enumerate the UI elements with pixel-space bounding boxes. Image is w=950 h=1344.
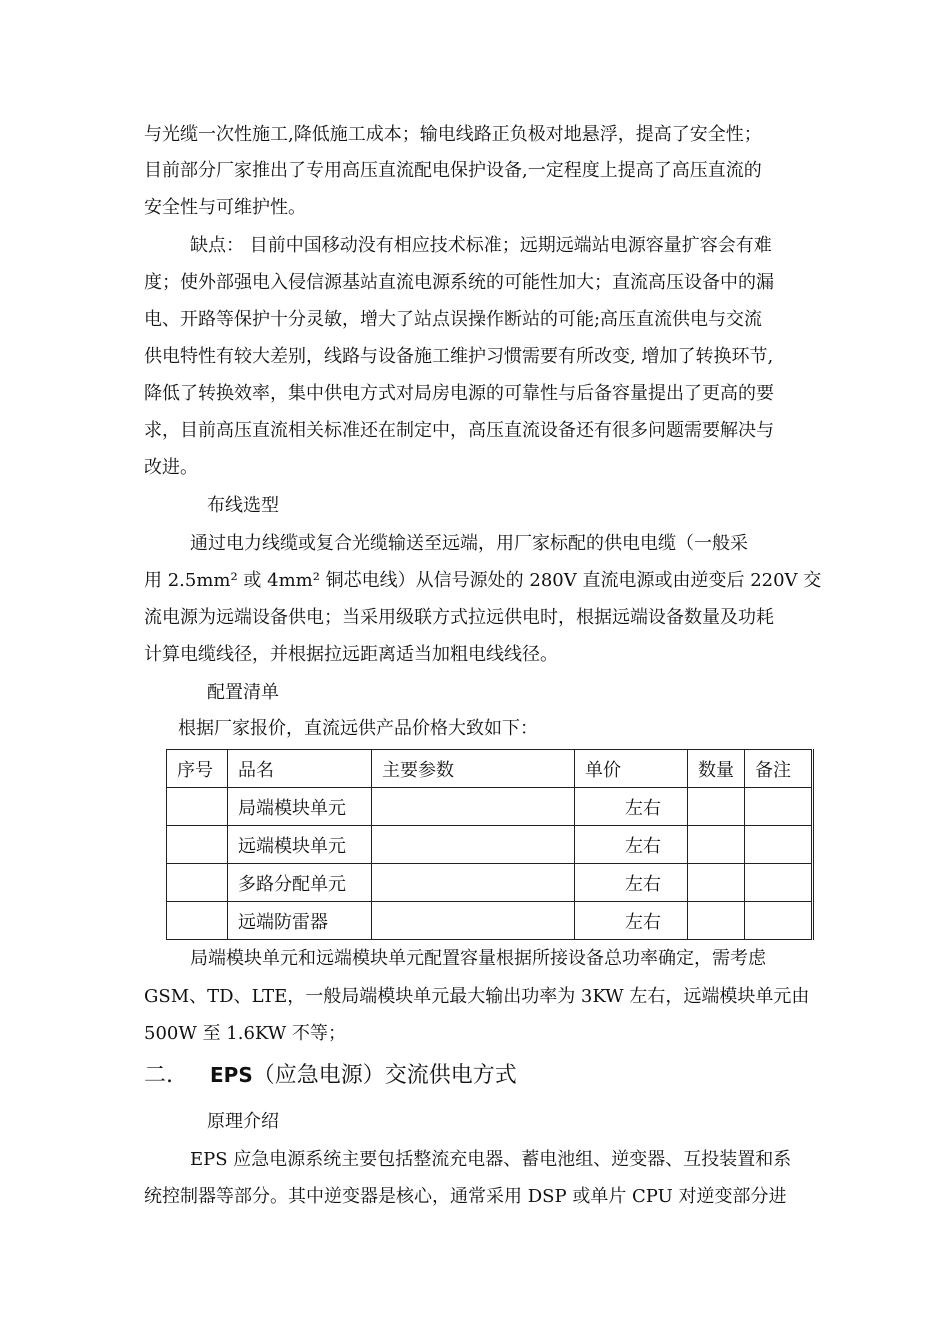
table-cell <box>167 864 228 902</box>
eps-line: EPS 应急电源系统主要包括整流充电器、蓄电池组、逆变器、互投装置和系 <box>190 1149 792 1170</box>
section-heading <box>144 1061 517 1090</box>
price-intro: 根据厂家报价，直流远供产品价格大致如下： <box>178 718 538 739</box>
cons-line: 求，目前高压直流相关标准还在制定中，高压直流设备还有很多问题需要解决与 <box>144 420 774 441</box>
table-cell <box>688 788 745 826</box>
paragraph-line: 安全性与可维护性。 <box>144 197 306 218</box>
table-cell <box>372 864 575 902</box>
cons-line: 改进。 <box>144 457 198 478</box>
wiring-line: 计算电缆线径，并根据拉远距离适当加粗电线线径。 <box>144 644 558 665</box>
table-cell <box>372 826 575 864</box>
table-cell: 多路分配单元 <box>228 864 372 902</box>
table-header-row <box>167 750 813 788</box>
table-cell <box>372 902 575 940</box>
table-cell: 左右 <box>575 864 688 902</box>
table-header-cell: 序号 <box>167 750 228 788</box>
table-cell <box>688 864 745 902</box>
wiring-line: 通过电力线缆或复合光缆输送至远端，用厂家标配的供电电缆（一般采 <box>190 533 748 554</box>
table-header-cell: 主要参数 <box>372 750 575 788</box>
capacity-line: GSM、TD、LTE，一般局端模块单元最大输出功率为 3KW 左右，远端模块单元由 <box>144 986 810 1007</box>
paragraph-line: 与光缆一次性施工,降低施工成本；输电线路正负极对地悬浮，提高了安全性； <box>144 124 762 145</box>
table-cell <box>167 788 228 826</box>
capacity-line: 局端模块单元和远端模块单元配置容量根据所接设备总功率确定，需考虑 <box>190 948 766 969</box>
table-cell: 远端模块单元 <box>228 826 372 864</box>
table-cell: 左右 <box>575 902 688 940</box>
subheading-principle: 原理介绍 <box>207 1111 279 1132</box>
table-cell <box>167 826 228 864</box>
table-cell <box>688 826 745 864</box>
subheading-wiring: 布线选型 <box>207 495 279 516</box>
table-header-cell: 备注 <box>745 750 813 788</box>
cons-line: 度；使外部强电入侵信源基站直流电源系统的可能性加大；直流高压设备中的漏 <box>144 272 774 293</box>
price-table <box>166 749 814 940</box>
table-cell: 局端模块单元 <box>228 788 372 826</box>
table-cell: 远端防雷器 <box>228 902 372 940</box>
paragraph-line: 目前部分厂家推出了专用高压直流配电保护设备,一定程度上提高了高压直流的 <box>144 160 762 181</box>
table-cell: 左右 <box>575 788 688 826</box>
table-row <box>167 864 813 902</box>
table-cell <box>745 826 813 864</box>
table-cell <box>167 902 228 940</box>
section-title: （应急电源）交流供电方式 <box>252 1063 517 1088</box>
wiring-line: 流电源为远端设备供电；当采用级联方式拉远供电时，根据远端设备数量及功耗 <box>144 607 774 628</box>
cons-line: 缺点： 目前中国移动没有相应技术标准；远期远端站电源容量扩容会有难 <box>190 235 772 256</box>
cons-line: 电、开路等保护十分灵敏，增大了站点误操作断站的可能;高压直流供电与交流 <box>144 309 763 330</box>
table-cell <box>745 864 813 902</box>
table-header-cell: 数量 <box>688 750 745 788</box>
wiring-line: 用 2.5mm² 或 4mm² 铜芯电线）从信号源处的 280V 直流电源或由逆变后 220V 交 <box>144 570 822 591</box>
table-cell <box>745 788 813 826</box>
table-header-cell: 单价 <box>575 750 688 788</box>
table-cell: 左右 <box>575 826 688 864</box>
capacity-line: 500W 至 1.6KW 不等； <box>144 1023 346 1044</box>
table-cell <box>745 902 813 940</box>
subheading-config: 配置清单 <box>207 682 279 703</box>
table-row <box>167 902 813 940</box>
cons-line: 供电特性有较大差别，线路与设备施工维护习惯需要有所改变, 增加了转换环节, <box>144 346 774 367</box>
section-number: 二. <box>144 1063 173 1088</box>
table-cell <box>688 902 745 940</box>
table-row <box>167 788 813 826</box>
table-row <box>167 826 813 864</box>
section-title-bold: EPS <box>210 1063 253 1087</box>
eps-line: 统控制器等部分。其中逆变器是核心，通常采用 DSP 或单片 CPU 对逆变部分进 <box>144 1186 787 1207</box>
table-cell <box>372 788 575 826</box>
table-header-cell: 品名 <box>228 750 372 788</box>
cons-line: 降低了转换效率，集中供电方式对局房电源的可靠性与后备容量提出了更高的要 <box>144 383 774 404</box>
